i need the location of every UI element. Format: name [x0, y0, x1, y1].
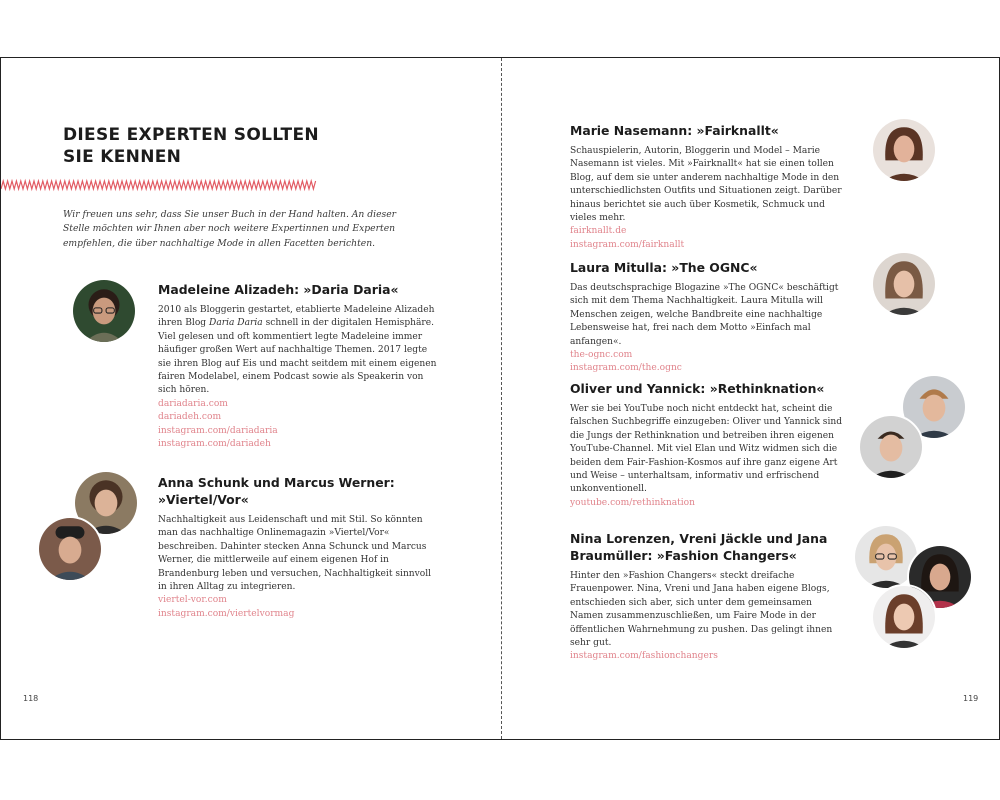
link-dariadaria-com[interactable]: dariadaria.com	[158, 398, 228, 409]
entry-laura-mitulla	[570, 259, 846, 376]
avatar-marie-nasemann	[871, 117, 937, 183]
entry-fashion-changers	[570, 530, 846, 664]
link-instagram-dariadeh[interactable]: instagram.com/dariadeh	[158, 439, 271, 450]
link-viertel-vor-com[interactable]: viertel-vor.com	[158, 595, 227, 606]
entry-marie-nasemann	[570, 122, 846, 252]
link-the-ognc-com[interactable]: the-ognc.com	[570, 350, 633, 361]
page-number-right: 119	[963, 694, 979, 703]
avatar-madeleine-alizadeh	[71, 278, 137, 344]
page-number-left: 118	[23, 694, 39, 703]
avatar-oliver	[858, 414, 924, 480]
entry-viertel-vor	[158, 474, 436, 621]
link-instagram-dariadaria[interactable]: instagram.com/dariadaria	[158, 425, 278, 436]
entry-heading: Madeleine Alizadeh: »Daria Daria«	[158, 282, 399, 297]
entry-heading: Laura Mitulla: »The OGNC«	[570, 260, 758, 275]
avatar-laura-mitulla	[871, 251, 937, 317]
entry-text: Hinter den »Fashion Changers« steckt dreifache Frauenpower. Nina, Vreni und Jana haben eigene Blogs, entschieden sich aber, sich unter dem gemeinsamen Namen zusammenzuschließen, um Faire Mode in der öffentlichen Wahrnehmung zu pushen. Das gelingt ihnen sehr gut.	[570, 571, 833, 649]
entry-text: Schauspielerin, Autorin, Bloggerin und Model – Marie Nasemann ist vieles. Mit »Fairknallt« hat sie einen tollen Blog, auf dem sie unter anderem nachhaltige Mode in den unterschiedlichsten Outfits und Situationen zeigt. Darüber hinaus berichtet sie auch über Kosmetik, Schmuck und vieles mehr.	[570, 146, 842, 224]
entry-heading: Marie Nasemann: »Fairknallt«	[570, 123, 779, 138]
entry-heading: Anna Schunk und Marcus Werner: »Viertel/Vor«	[158, 475, 395, 507]
entry-text: Wer sie bei YouTube noch nicht entdeckt hat, scheint die falschen Suchbegriffe einzugeben: Oliver und Yannick sind die Jungs der Rethinknation und betreiben ihren eigenen YouTube-Channel. Mit viel Elan und Witz widmen sich die beiden dem Fair-Fashion-Kosmos auf ihre ganz eigene Art und Weise – unterhaltsam, informativ und erfrischend unkonventionell.	[570, 404, 843, 495]
link-instagram-viertelvormag[interactable]: instagram.com/viertelvormag	[158, 608, 295, 619]
link-instagram-fashionchangers[interactable]: instagram.com/fashionchangers	[570, 651, 718, 662]
link-dariadeh-com[interactable]: dariadeh.com	[158, 412, 222, 423]
entry-rethinknation	[570, 380, 846, 510]
entry-heading: Oliver und Yannick: »Rethinknation«	[570, 381, 825, 396]
entry-text: 2010 als Bloggerin gestartet, etablierte Madeleine Alizadeh ihren Blog Daria Daria schnell in der digitalen Hemisphäre. Viel gelesen und oft kommentiert legte Madeleine immer häufiger großen Wert auf nachhaltige Themen. 2017 legte sie ihren Blog auf Eis und macht seitdem mit einem eigenen fairen Modelabel, einem Podcast sowie als Speakerin von sich hören.	[158, 305, 437, 396]
link-youtube-rethinknation[interactable]: youtube.com/rethinknation	[570, 497, 696, 508]
entry-madeleine-alizadeh	[158, 281, 440, 451]
link-instagram-fairknallt[interactable]: instagram.com/fairknallt	[570, 239, 685, 250]
page-title: DIESE EXPERTEN SOLLTEN SIE KENNEN	[63, 125, 319, 167]
entry-heading: Nina Lorenzen, Vreni Jäckle und Jana Braumüller: »Fashion Changers«	[570, 531, 828, 563]
avatar-marcus-werner	[37, 516, 103, 582]
link-instagram-the-ognc[interactable]: instagram.com/the.ognc	[570, 363, 682, 374]
entry-text: Das deutschsprachige Blogazine »The OGNC« beschäftigt sich mit dem Thema Nachhaltigkeit. Laura Mitulla will Menschen zeigen, welche Bandbreite eine nachhaltige Lebensweise hat, frei nach dem Motto »Einfach mal anfangen«.	[570, 283, 839, 347]
intro-text: Wir freuen uns sehr, dass Sie unser Buch in der Hand halten. An dieser Stelle möchten wir Ihnen aber noch weitere Expertinnen und Experten empfehlen, die über nachhaltige Mode in allen Facetten berichten.	[63, 209, 397, 249]
page-spine-divider	[501, 58, 502, 739]
entry-text: Nachhaltigkeit aus Leidenschaft und mit Stil. So könnten man das nachhaltige Onlinemagazin »Viertel/Vor« beschreiben. Dahinter stecken Anna Schunck und Marcus Werner, die mittlerweile auf einem eigenen Hof in Brandenburg leben und versuchen, Nachhaltigkeit sinnvoll in ihren Alltag zu integrieren.	[158, 515, 432, 593]
zigzag-divider	[1, 178, 321, 192]
avatar-jana-braumueller	[871, 584, 937, 650]
book-spread	[0, 57, 1000, 740]
link-fairknallt-de[interactable]: fairknallt.de	[570, 226, 627, 237]
